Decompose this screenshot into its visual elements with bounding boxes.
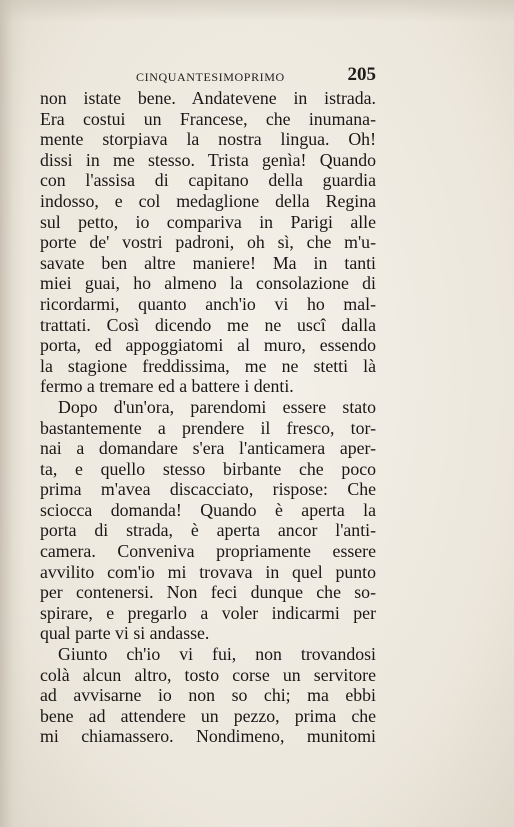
text-line: Era costui un Francese, che inumana- (40, 108, 376, 129)
body-text (40, 88, 376, 747)
text-line: ad avvisarne io non so chi; ma ebbi (40, 685, 376, 706)
text-line: Giunto ch'io vi fui, non trovandosi (58, 644, 376, 665)
text-line: per contenersi. Non feci dunque che so- (40, 582, 376, 603)
running-title: CINQUANTESIMOPRIMO (136, 70, 285, 84)
text-line: indosso, e col medaglione della Regina (40, 190, 376, 211)
text-line: miei guai, ho almeno la consolazione di (40, 273, 376, 294)
text-line: camera. Conveniva propriamente essere (40, 541, 376, 562)
text-line: savate ben altre maniere! Ma in tanti (40, 252, 376, 273)
text-line: trattati. Così dicendo me ne uscî dalla (40, 314, 376, 335)
text-line: sciocca domanda! Quando è aperta la (40, 499, 376, 520)
text-line: bastantemente a prendere il fresco, tor- (40, 417, 376, 438)
text-line: qual parte vi si andasse. (40, 623, 210, 644)
text-line: non istate bene. Andatevene in istrada. (40, 88, 376, 108)
text-line: sul petto, io compariva in Parigi alle (40, 211, 376, 232)
text-line: mente storpiava la nostra lingua. Oh! (40, 129, 376, 150)
text-line: Dopo d'un'ora, parendomi essere stato (58, 396, 376, 417)
text-line: bene ad attendere un pezzo, prima che (40, 705, 376, 726)
text-line: dissi in me stesso. Trista genìa! Quando (40, 149, 376, 170)
gutter-shadow (0, 0, 26, 827)
text-line: con l'assisa di capitano della guardia (40, 170, 376, 191)
text-line: avvilito com'io mi trovava in quel punto (40, 561, 376, 582)
text-line: nai a domandare s'era l'anticamera aper- (40, 438, 376, 459)
text-line: la stagione freddissima, me ne stetti là (40, 355, 376, 376)
text-line: porta, ed appoggiatomi al muro, essendo (40, 335, 376, 356)
text-line: porta di strada, è aperta ancor l'anti- (40, 520, 376, 541)
text-line: porte de' vostri padroni, oh sì, che m'u- (40, 232, 376, 253)
paragraph-2 (40, 397, 376, 644)
text-line: prima m'avea discacciato, rispose: Che (40, 479, 376, 500)
text-line: mi chiamassero. Nondimeno, munitomi (40, 726, 376, 747)
text-line: spirare, e pregarlo a voler indicarmi per (40, 602, 376, 623)
paragraph-3 (40, 644, 376, 747)
page-number: 205 (347, 64, 376, 85)
text-line: ta, e quello stesso birbante che poco (40, 458, 376, 479)
page-header (40, 66, 376, 88)
text-line: ricordarmi, quanto anch'io vi ho mal- (40, 293, 376, 314)
text-line: colà alcun altro, tosto corse un servitore (40, 664, 376, 685)
text-line: fermo a tremare ed a battere i denti. (40, 376, 294, 397)
paragraph-1 (40, 88, 376, 397)
top-edge-shadow (0, 0, 514, 22)
